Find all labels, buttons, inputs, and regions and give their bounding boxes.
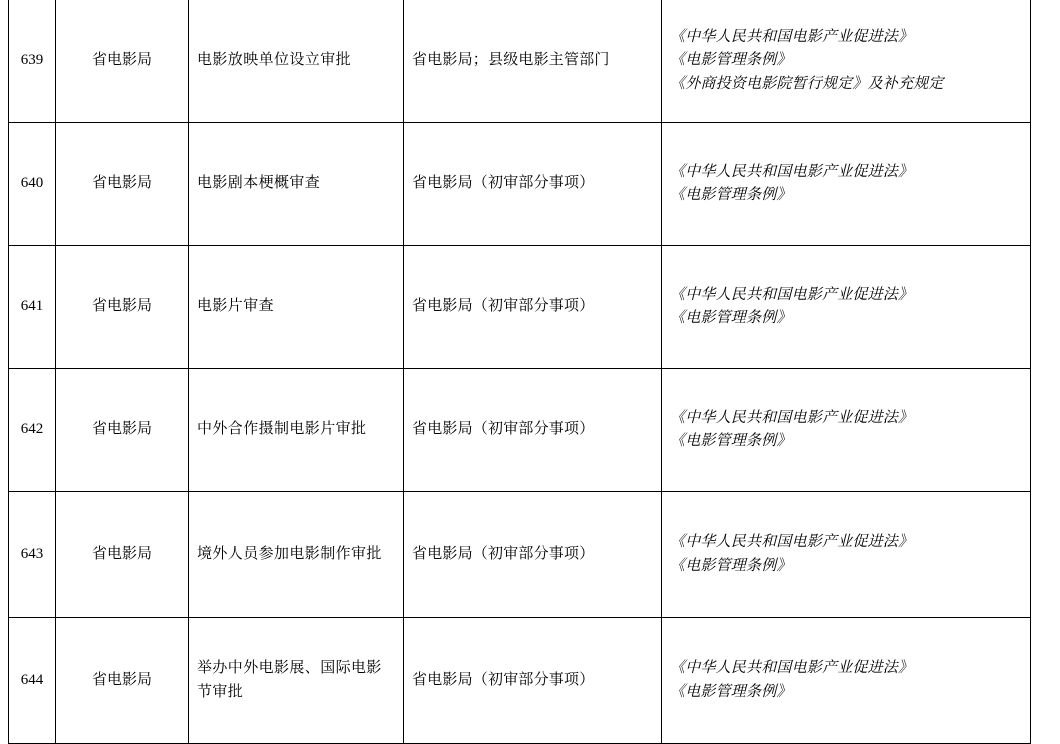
cell-implementing-body: 省电影局 [56,492,189,618]
table-body [9,0,1031,744]
table-row [9,618,1031,744]
table-row [9,0,1031,123]
cell-serial-number: 643 [9,492,56,618]
cell-implementing-body: 省电影局 [56,123,189,246]
cell-legal-basis [662,123,1031,246]
cell-implementation-level: 省电影局（初审部分事项） [404,618,662,744]
cell-implementation-level: 省电影局（初审部分事项） [404,123,662,246]
cell-implementation-level: 省电影局；县级电影主管部门 [404,0,662,123]
cell-implementing-body: 省电影局 [56,246,189,369]
cell-legal-basis [662,0,1031,123]
cell-serial-number: 639 [9,0,56,123]
table-row [9,246,1031,369]
legal-basis-line: 《电影管理条例》 [670,557,792,574]
table-row [9,123,1031,246]
cell-legal-basis [662,492,1031,618]
cell-legal-basis [662,618,1031,744]
cell-legal-basis [662,246,1031,369]
cell-item-name: 境外人员参加电影制作审批 [189,492,404,618]
cell-item-name: 电影片审查 [189,246,404,369]
legal-basis-line: 《中华人民共和国电影产业促进法》 [670,534,914,551]
legal-basis-line: 《电影管理条例》 [670,52,792,69]
cell-serial-number: 642 [9,369,56,492]
cell-serial-number: 644 [9,618,56,744]
cell-serial-number: 641 [9,246,56,369]
cell-legal-basis [662,369,1031,492]
cell-item-name: 举办中外电影展、国际电影节审批 [189,618,404,744]
cell-item-name: 电影放映单位设立审批 [189,0,404,123]
legal-basis-line: 《外商投资电影院暂行规定》及补充规定 [670,75,944,92]
cell-implementing-body: 省电影局 [56,0,189,123]
legal-basis-line: 《中华人民共和国电影产业促进法》 [670,409,914,426]
legal-basis-line: 《中华人民共和国电影产业促进法》 [670,163,914,180]
cell-item-name: 中外合作摄制电影片审批 [189,369,404,492]
cell-serial-number: 640 [9,123,56,246]
legal-basis-line: 《中华人民共和国电影产业促进法》 [670,29,914,46]
legal-basis-line: 《电影管理条例》 [670,433,792,449]
legal-basis-line: 《电影管理条例》 [670,187,792,203]
legal-basis-line: 《中华人民共和国电影产业促进法》 [670,286,914,303]
legal-basis-line: 《中华人民共和国电影产业促进法》 [670,660,914,677]
table-row [9,492,1031,618]
cell-implementation-level: 省电影局（初审部分事项） [404,492,662,618]
administrative-items-table [8,0,1031,744]
cell-implementing-body: 省电影局 [56,618,189,744]
table-row [9,369,1031,492]
legal-basis-line: 《电影管理条例》 [670,683,792,700]
cell-implementing-body: 省电影局 [56,369,189,492]
cell-item-name: 电影剧本梗概审查 [189,123,404,246]
legal-basis-line: 《电影管理条例》 [670,310,792,326]
cell-implementation-level: 省电影局（初审部分事项） [404,246,662,369]
cell-implementation-level: 省电影局（初审部分事项） [404,369,662,492]
